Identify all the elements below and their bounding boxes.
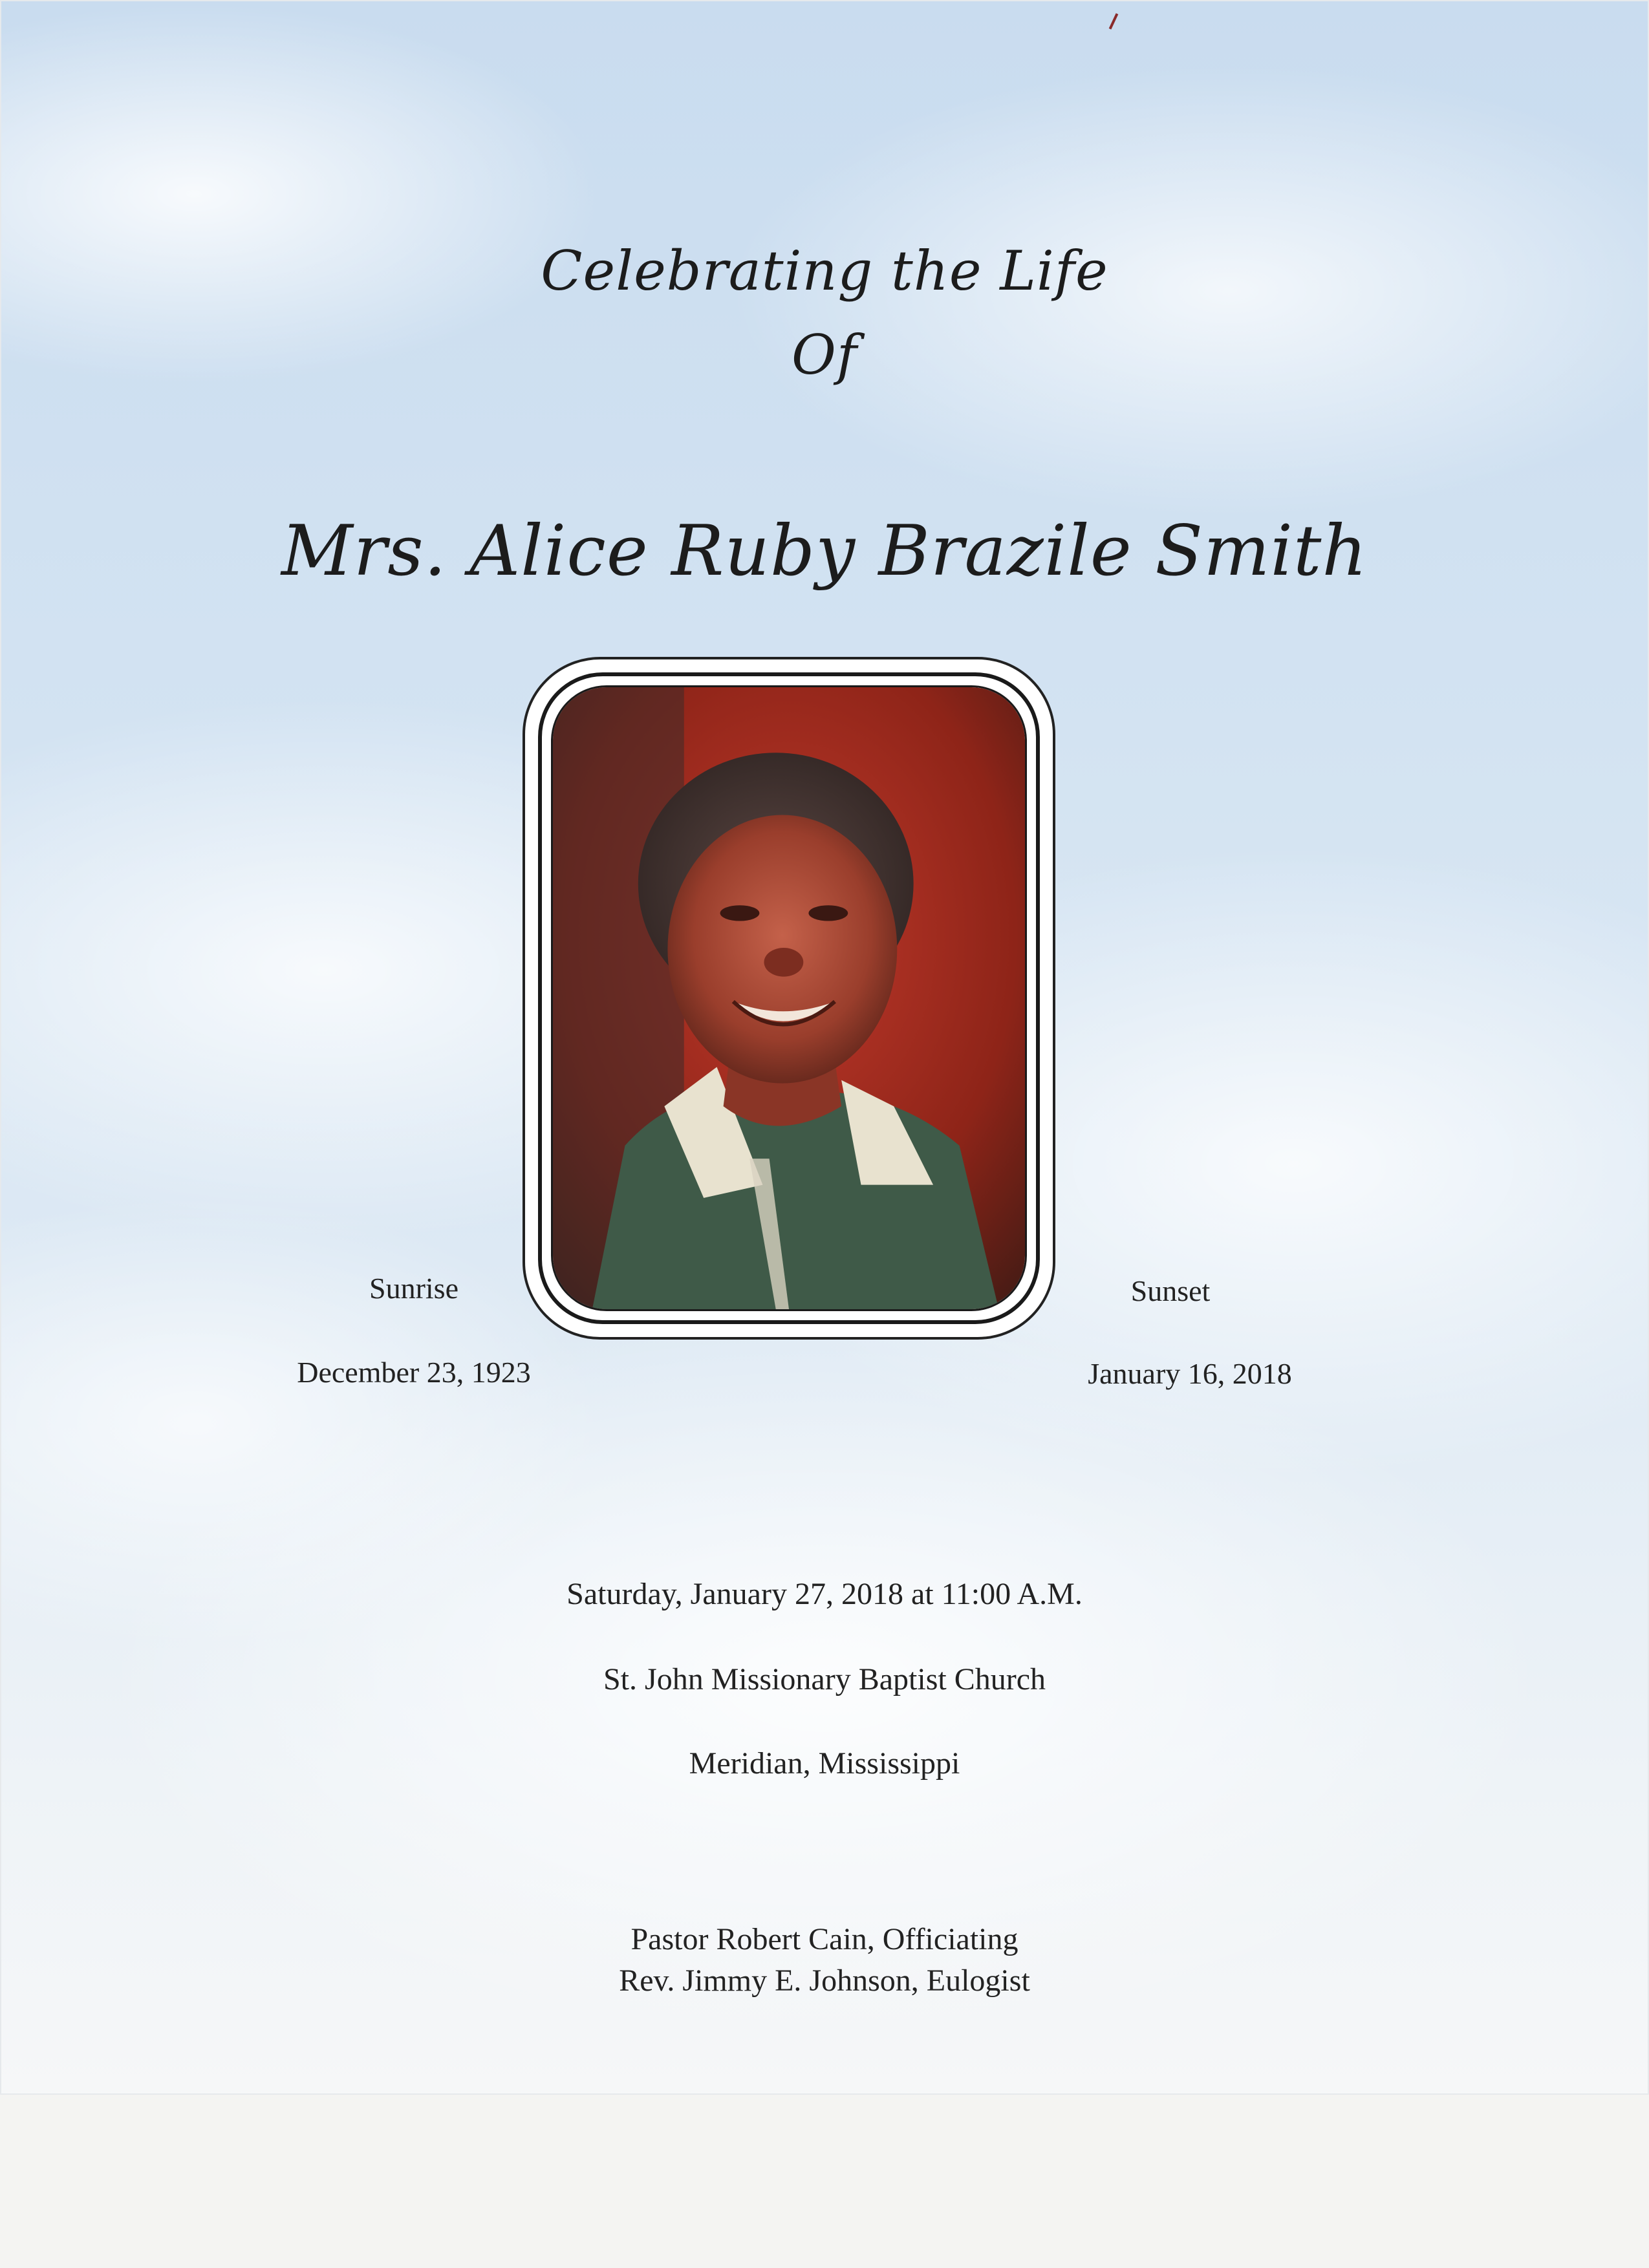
sunset-label: Sunset bbox=[1130, 1274, 1211, 1307]
sunset-date: January 16, 2018 bbox=[1088, 1357, 1292, 1390]
sunrise-date: December 23, 1923 bbox=[297, 1356, 531, 1389]
heading-line-2: Of bbox=[792, 323, 857, 387]
deceased-name: Mrs. Alice Ruby Brazile Smith bbox=[281, 511, 1368, 592]
sunrise-label: Sunrise bbox=[369, 1272, 458, 1305]
pen-mark bbox=[1109, 13, 1119, 29]
portrait-photo bbox=[551, 685, 1027, 1311]
service-datetime: Saturday, January 27, 2018 at 11:00 A.M. bbox=[566, 1577, 1083, 1611]
officiant: Pastor Robert Cain, Officiating bbox=[630, 1922, 1018, 1956]
portrait-frame-inner bbox=[538, 672, 1040, 1324]
portrait-photo-icon bbox=[553, 687, 1025, 1309]
city-location: Meridian, Mississippi bbox=[689, 1746, 960, 1781]
heading-line-1: Celebrating the Life bbox=[541, 239, 1108, 303]
portrait-frame bbox=[523, 657, 1055, 1340]
church-name: St. John Missionary Baptist Church bbox=[603, 1662, 1046, 1696]
eulogist: Rev. Jimmy E. Johnson, Eulogist bbox=[619, 1963, 1030, 1998]
